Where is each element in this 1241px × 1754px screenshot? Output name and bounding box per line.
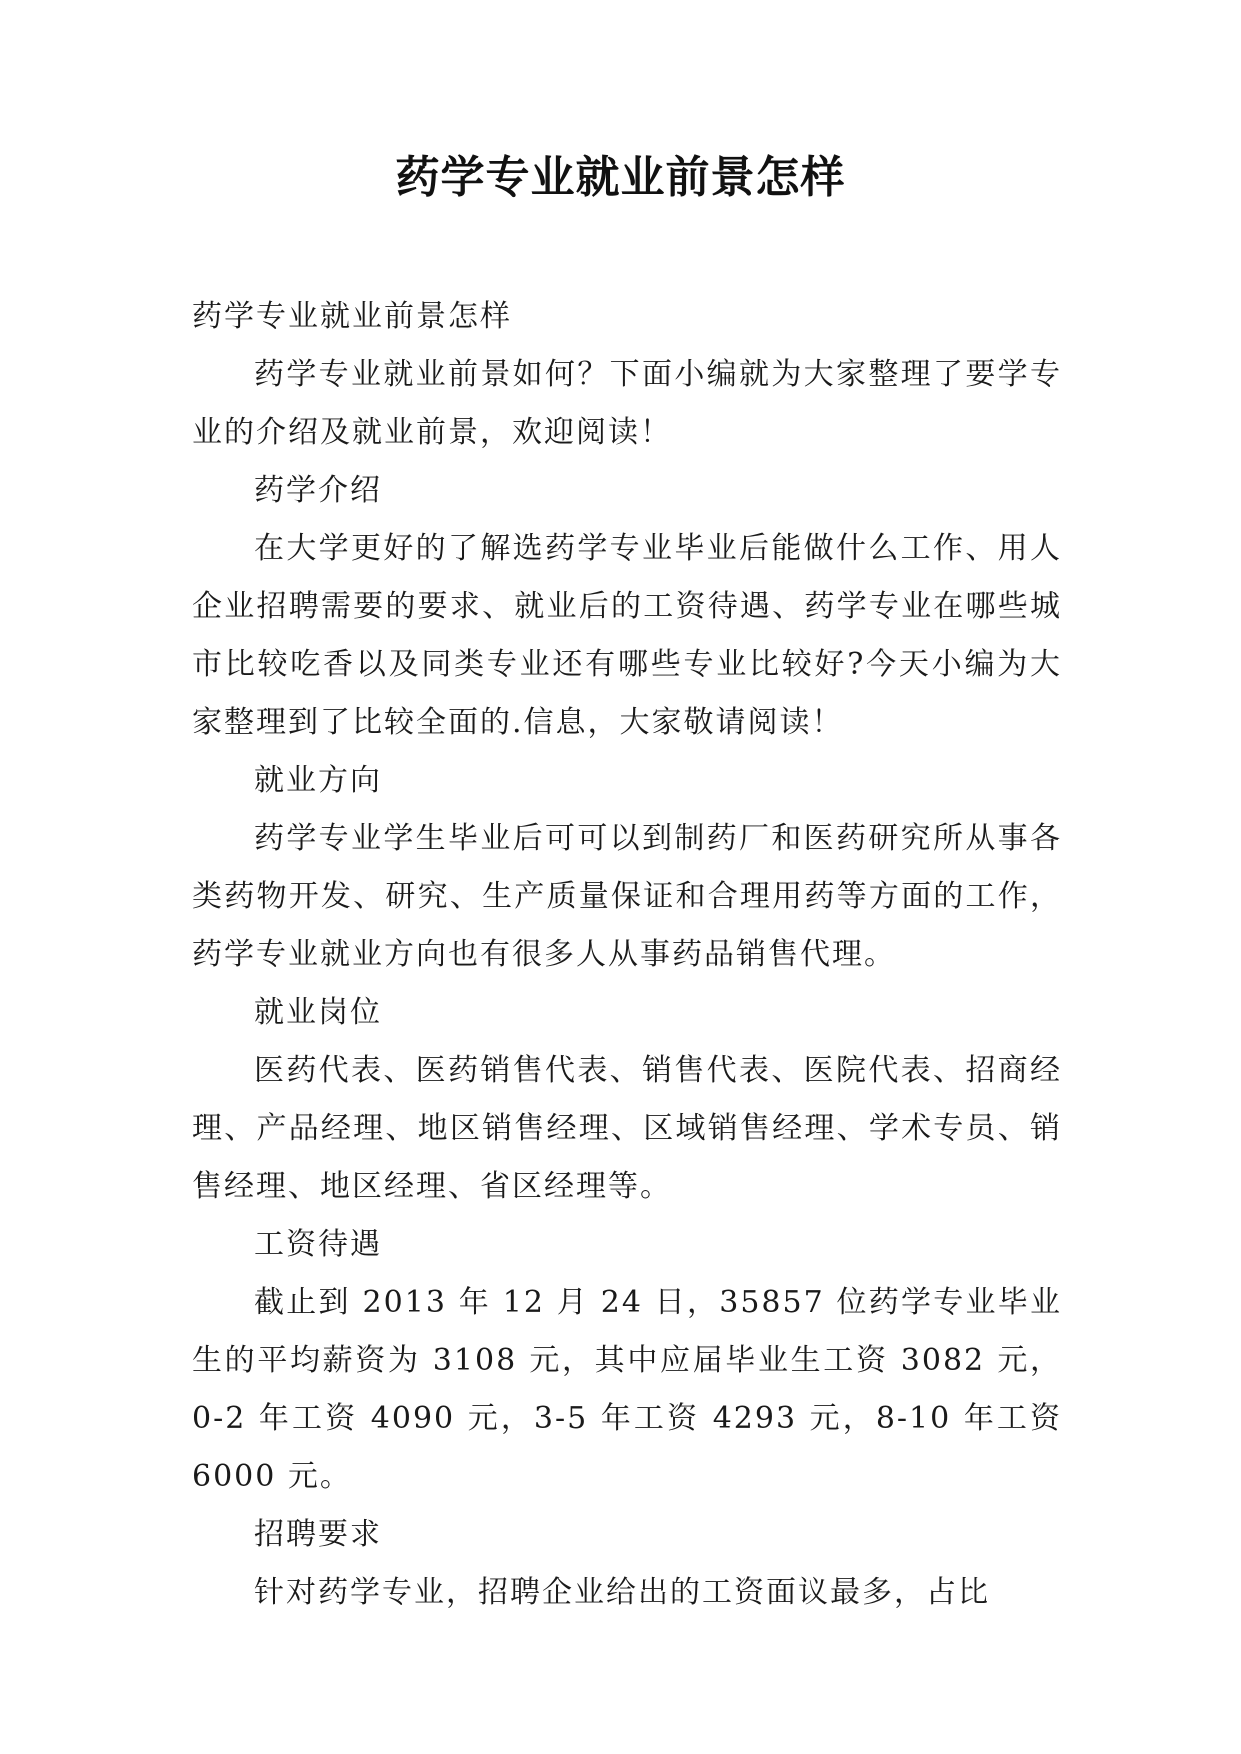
salary-paragraph: 截止到 2013 年 12 月 24 日，35857 位药学专业毕业生的平均薪资为 3108 元，其中应届毕业生工资 3082 元，0-2 年工资 4090 元，3-5 年工资 4293 元，8-10 年工资 6000 元。 [192,1285,1062,1494]
introduction-paragraph: 在大学更好的了解选药学专业毕业后能做什么工作、用人企业招聘需要的要求、就业后的工资待遇、药学专业在哪些城市比较吃香以及同类专业还有哪些专业比较好?今天小编为大家整理到了比较全面的.信息，大家敬请阅读！ [192,531,1062,740]
section-heading-recruitment: 招聘要求 [254,1517,382,1552]
intro-paragraph: 药学专业就业前景如何？下面小编就为大家整理了要学专业的介绍及就业前景，欢迎阅读！ [192,357,1062,450]
employment-direction-paragraph: 药学专业学生毕业后可可以到制药厂和医药研究所从事各类药物开发、研究、生产质量保证和合理用药等方面的工作，药学专业就业方向也有很多人从事药品销售代理。 [192,821,1062,972]
subtitle-line: 药学专业就业前景怎样 [192,299,512,334]
document-body [192,288,1062,1622]
recruitment-paragraph: 针对药学专业，招聘企业给出的工资面议最多，占比 [254,1575,990,1610]
section-heading-salary: 工资待遇 [254,1227,382,1262]
job-positions-paragraph: 医药代表、医药销售代表、销售代表、医院代表、招商经理、产品经理、地区销售经理、区域销售经理、学术专员、销售经理、地区经理、省区经理等。 [192,1053,1062,1204]
section-heading-employment-direction: 就业方向 [254,763,382,798]
document-title: 药学专业就业前景怎样 [395,152,846,203]
section-heading-introduction: 药学介绍 [254,473,382,508]
section-heading-job-positions: 就业岗位 [254,995,382,1030]
